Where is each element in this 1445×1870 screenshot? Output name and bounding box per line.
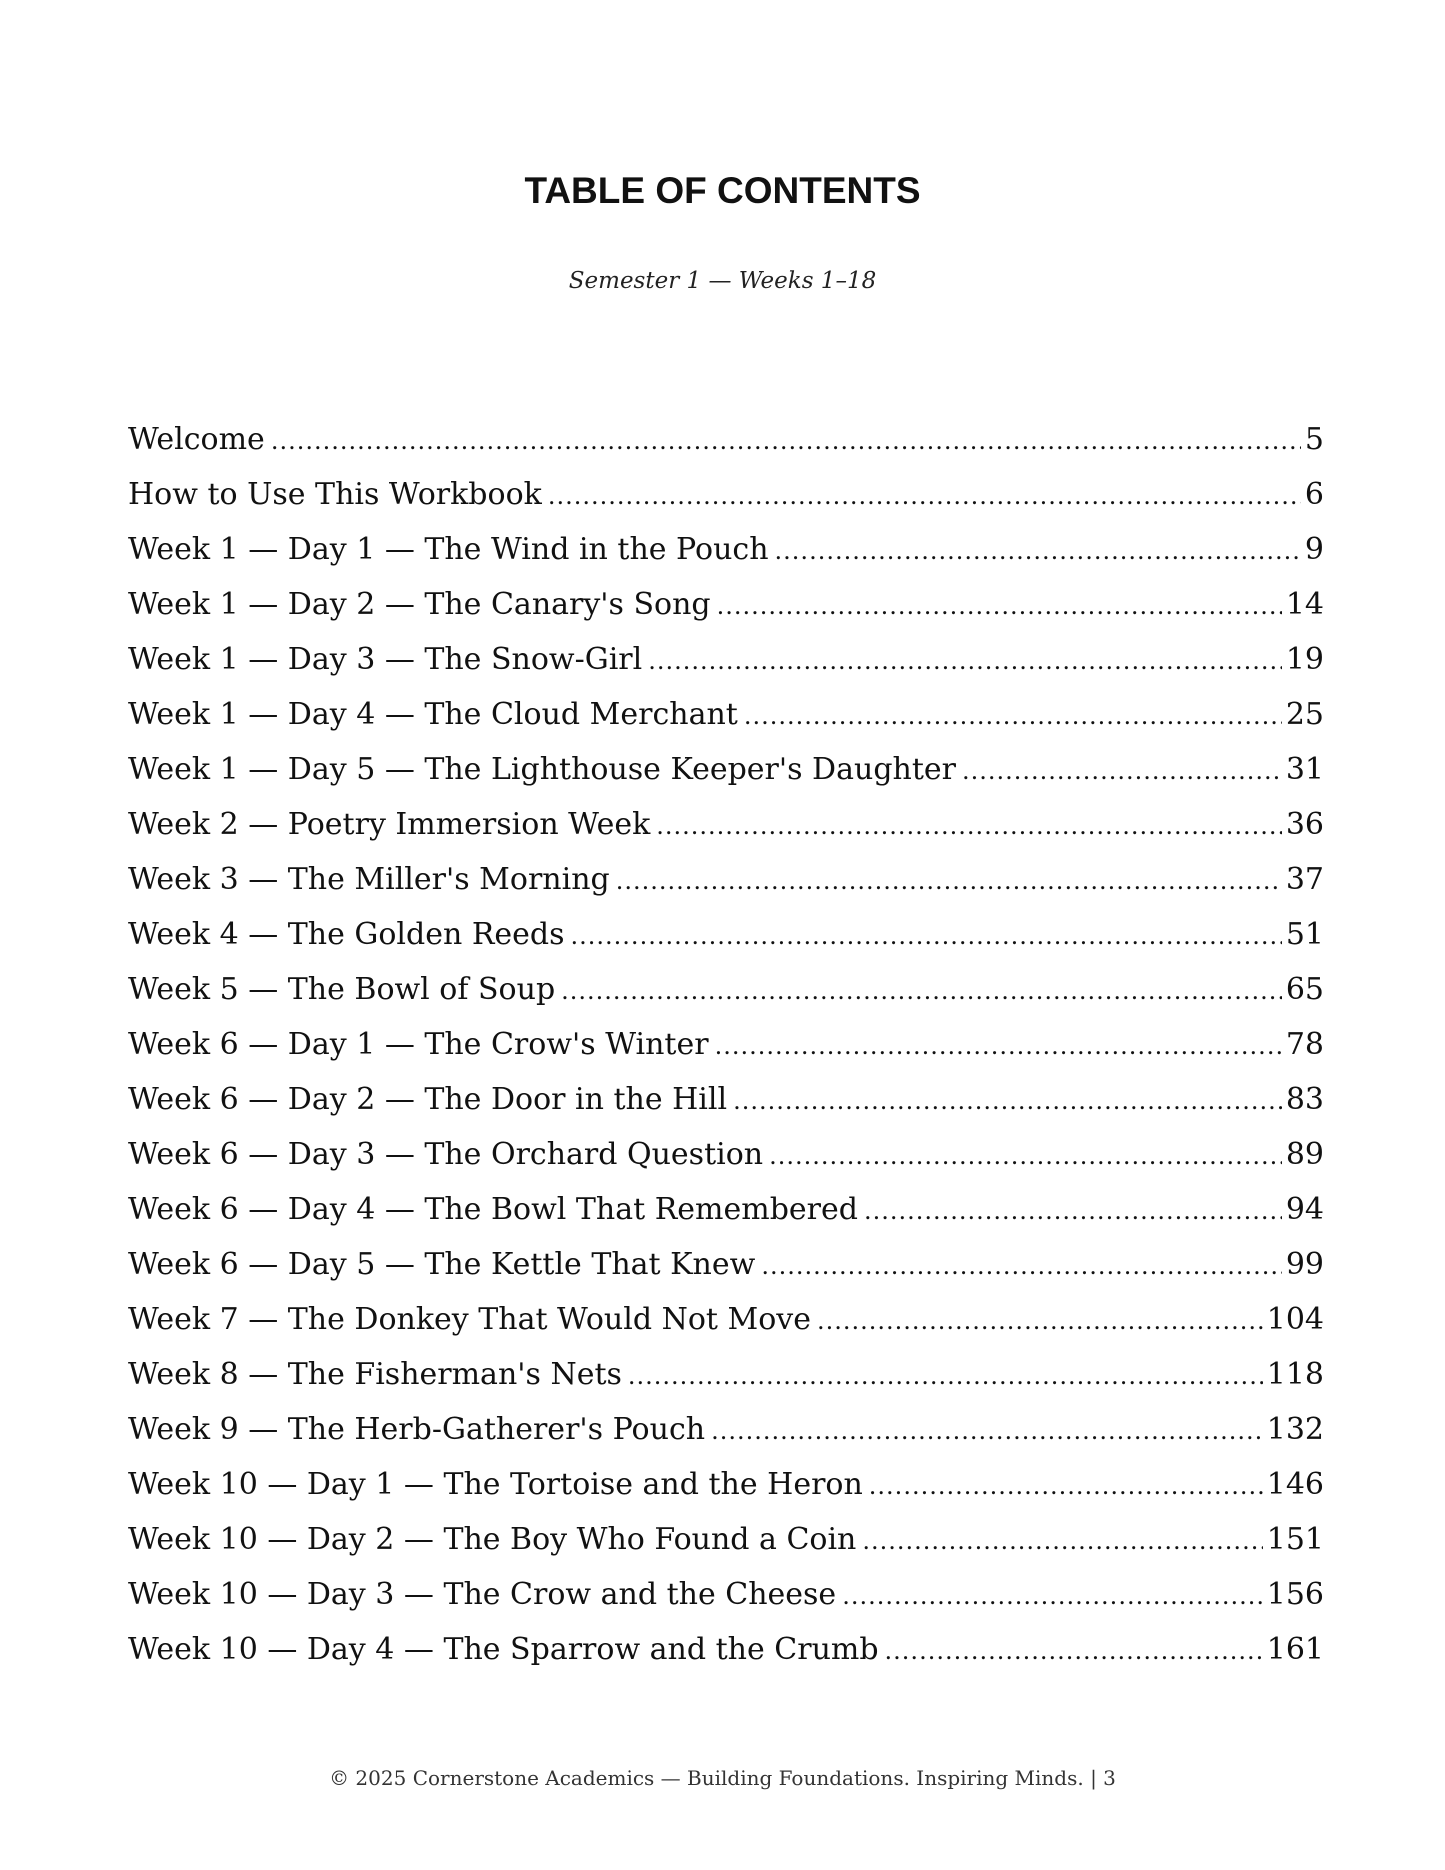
toc-entry[interactable] — [128, 1457, 1324, 1512]
dot-leader — [817, 1294, 1263, 1349]
toc-entry-label: Week 6 — Day 1 — The Crow's Winter — [128, 1027, 709, 1062]
toc-entry[interactable] — [128, 907, 1324, 962]
toc-entry-label: Welcome — [128, 422, 265, 457]
toc-entry[interactable] — [128, 1622, 1324, 1677]
dot-leader — [744, 689, 1282, 744]
dot-leader — [616, 854, 1282, 909]
toc-entry[interactable] — [128, 1512, 1324, 1567]
toc-entry-label: Week 3 — The Miller's Morning — [128, 862, 610, 897]
dot-leader — [656, 799, 1282, 854]
toc-entry-label: Week 5 — The Bowl of Soup — [128, 972, 556, 1007]
toc-entry-page-number: 89 — [1285, 1137, 1324, 1172]
toc-entry-label: Week 8 — The Fisherman's Nets — [128, 1357, 622, 1392]
toc-entry-label: Week 1 — Day 1 — The Wind in the Pouch — [128, 532, 769, 567]
toc-entry[interactable] — [128, 1017, 1324, 1072]
toc-entry-label: Week 4 — The Golden Reeds — [128, 917, 565, 952]
toc-entry-label: Week 10 — Day 2 — The Boy Who Found a Coin — [128, 1522, 857, 1557]
dot-leader — [548, 469, 1301, 524]
toc-entry-page-number: 14 — [1285, 587, 1324, 622]
toc-entry-label: Week 6 — Day 2 — The Door in the Hill — [128, 1082, 728, 1117]
toc-entry-page-number: 99 — [1285, 1247, 1324, 1282]
toc-entry[interactable] — [128, 1347, 1324, 1402]
toc-entry-page-number: 19 — [1285, 642, 1324, 677]
dot-leader — [761, 1239, 1282, 1294]
toc-entry-page-number: 65 — [1285, 972, 1324, 1007]
toc-entry-label: Week 10 — Day 4 — The Sparrow and the Crumb — [128, 1632, 879, 1667]
toc-entry[interactable] — [128, 1237, 1324, 1292]
toc-entry[interactable] — [128, 852, 1324, 907]
toc-entry[interactable] — [128, 467, 1324, 522]
toc-entry-label: Week 1 — Day 2 — The Canary's Song — [128, 587, 711, 622]
toc-entry-page-number: 78 — [1285, 1027, 1324, 1062]
toc-entry-page-number: 36 — [1285, 807, 1324, 842]
toc-entry-page-number: 9 — [1304, 532, 1324, 567]
toc-entry-label: Week 1 — Day 4 — The Cloud Merchant — [128, 697, 738, 732]
toc-entry-page-number: 161 — [1266, 1632, 1324, 1667]
dot-leader — [648, 634, 1282, 689]
toc-entry-page-number: 146 — [1266, 1467, 1324, 1502]
toc-entry-page-number: 118 — [1266, 1357, 1324, 1392]
dot-leader — [733, 1074, 1282, 1129]
toc-entry[interactable] — [128, 522, 1324, 577]
toc-entry-label: Week 1 — Day 3 — The Snow-Girl — [128, 642, 643, 677]
toc-entry[interactable] — [128, 1292, 1324, 1347]
toc-entry-page-number: 5 — [1304, 422, 1324, 457]
page-subtitle: Semester 1 — Weeks 1–18 — [568, 268, 877, 294]
toc-entry-page-number: 31 — [1285, 752, 1324, 787]
toc-entry[interactable] — [128, 1402, 1324, 1457]
dot-leader — [864, 1184, 1282, 1239]
toc-entry-label: Week 6 — Day 3 — The Orchard Question — [128, 1137, 764, 1172]
toc-entry-page-number: 94 — [1285, 1192, 1324, 1227]
toc-entry[interactable] — [128, 687, 1324, 742]
dot-leader — [561, 964, 1282, 1019]
dot-leader — [711, 1404, 1263, 1459]
toc-entry-page-number: 151 — [1266, 1522, 1324, 1557]
toc-entry-page-number: 6 — [1304, 477, 1324, 512]
dot-leader — [271, 414, 1301, 469]
toc-entry[interactable] — [128, 577, 1324, 632]
toc-entry-page-number: 132 — [1266, 1412, 1324, 1447]
dot-leader — [962, 744, 1282, 799]
toc-entry-label: Week 6 — Day 5 — The Kettle That Knew — [128, 1247, 756, 1282]
toc-entry-page-number: 51 — [1285, 917, 1324, 952]
dot-leader — [571, 909, 1282, 964]
dot-leader — [862, 1514, 1262, 1569]
toc-entry[interactable] — [128, 1567, 1324, 1622]
toc-entry[interactable] — [128, 1072, 1324, 1127]
toc-entry-label: Week 9 — The Herb-Gatherer's Pouch — [128, 1412, 706, 1447]
toc-entry-label: Week 6 — Day 4 — The Bowl That Remembered — [128, 1192, 858, 1227]
toc-entry[interactable] — [128, 1182, 1324, 1237]
page-title: TABLE OF CONTENTS — [524, 170, 921, 211]
toc-entry[interactable] — [128, 742, 1324, 797]
toc-entry[interactable] — [128, 632, 1324, 687]
dot-leader — [842, 1569, 1263, 1624]
toc-entry[interactable] — [128, 962, 1324, 1017]
toc-entry[interactable] — [128, 797, 1324, 852]
toc-entry-label: Week 10 — Day 1 — The Tortoise and the Heron — [128, 1467, 863, 1502]
dot-leader — [717, 579, 1282, 634]
table-of-contents — [128, 412, 1324, 1677]
toc-entry-page-number: 83 — [1285, 1082, 1324, 1117]
toc-entry-page-number: 37 — [1285, 862, 1324, 897]
page-footer: © 2025 Cornerstone Academics — Building Foundations. Inspiring Minds. | 3 — [329, 1766, 1116, 1790]
toc-entry-label: Week 1 — Day 5 — The Lighthouse Keeper's Daughter — [128, 752, 956, 787]
toc-entry-page-number: 156 — [1266, 1577, 1324, 1612]
toc-entry[interactable] — [128, 1127, 1324, 1182]
toc-entry-page-number: 25 — [1285, 697, 1324, 732]
toc-entry-label: Week 10 — Day 3 — The Crow and the Cheese — [128, 1577, 837, 1612]
dot-leader — [869, 1459, 1263, 1514]
toc-entry-label: Week 2 — Poetry Immersion Week — [128, 807, 651, 842]
dot-leader — [775, 524, 1301, 579]
dot-leader — [885, 1624, 1263, 1679]
toc-entry-label: Week 7 — The Donkey That Would Not Move — [128, 1302, 811, 1337]
dot-leader — [628, 1349, 1263, 1404]
toc-entry[interactable] — [128, 412, 1324, 467]
toc-entry-page-number: 104 — [1266, 1302, 1324, 1337]
dot-leader — [715, 1019, 1282, 1074]
dot-leader — [769, 1129, 1282, 1184]
toc-entry-label: How to Use This Workbook — [128, 477, 542, 512]
